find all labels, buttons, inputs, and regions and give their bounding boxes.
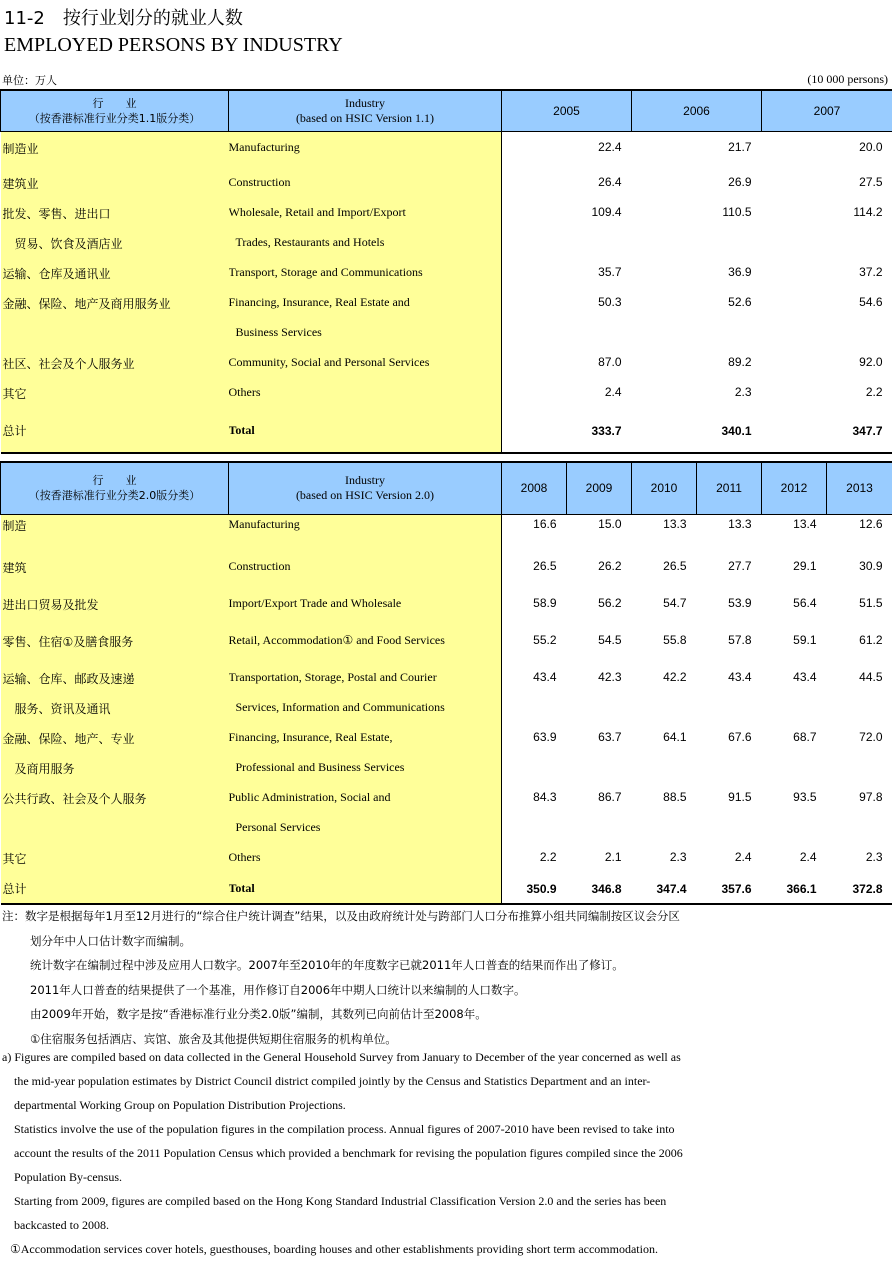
value-cell: 63.9 xyxy=(533,730,557,744)
industry-name-cn: 建筑 xyxy=(1,553,229,590)
value-cell xyxy=(502,694,567,724)
value-cell xyxy=(632,814,697,844)
value-cell: 52.6 xyxy=(728,295,752,309)
industry-name-cn: 运输、仓库及通讯业 xyxy=(1,259,229,289)
value-cell: 20.0 xyxy=(859,139,883,154)
value-cell: 54.5 xyxy=(598,633,622,647)
value-cell: 57.8 xyxy=(728,633,752,647)
value-cell: 91.5 xyxy=(728,790,752,804)
industry-name-en: Construction xyxy=(229,553,502,590)
industry-name-cn: 服务、资讯及通讯 xyxy=(1,694,229,724)
note-line: 2011年人口普查的结果提供了一个基准，用作修订自2006年中期人口统计以来编制的人口数字。 xyxy=(30,982,526,997)
note-line: 注：数字是根据每年1月至12月进行的“综合住户统计调查”结果，以及由政府统计处与跨部门人口分布推算小组共同编制按区议会分区 xyxy=(2,909,680,923)
value-cell: 15.0 xyxy=(598,516,622,531)
year-header: 2006 xyxy=(632,90,762,131)
industry-name-cn: 金融、保险、地产、专业 xyxy=(1,724,229,754)
value-cell: 64.1 xyxy=(663,730,687,744)
note-line: ①住宿服务包括酒店、宾馆、旅舍及其他提供短期住宿服务的机构单位。 xyxy=(30,1031,397,1046)
table-row xyxy=(1,694,892,724)
value-cell: 110.5 xyxy=(722,205,752,219)
value-cell xyxy=(632,229,762,259)
industry-name-cn: 总计 xyxy=(1,874,229,904)
value-cell: 2.4 xyxy=(799,850,817,864)
value-cell: 340.1 xyxy=(721,423,752,438)
note-line: Starting from 2009, figures are compiled based on the Hong Kong Standard Industrial Classification Version 2.0 and the series has been xyxy=(14,1194,667,1208)
industry-name-cn: 其它 xyxy=(1,379,229,409)
value-cell xyxy=(827,754,892,784)
value-cell: 2.4 xyxy=(734,850,752,864)
value-cell: 22.4 xyxy=(598,139,622,154)
value-cell: 63.7 xyxy=(598,730,622,744)
value-cell: 2.3 xyxy=(734,385,752,399)
industry-name-cn: 其它 xyxy=(1,844,229,874)
table-row xyxy=(1,349,892,379)
industry-name-cn: 及商用服务 xyxy=(1,754,229,784)
page-title-cn: 11-2 按行业划分的就业人数 xyxy=(4,8,243,29)
page-title-en: EMPLOYED PERSONS BY INDUSTRY xyxy=(4,34,343,56)
value-cell: 13.3 xyxy=(728,516,752,531)
value-cell xyxy=(632,319,762,349)
table-row xyxy=(1,553,892,590)
value-cell: 366.1 xyxy=(786,881,817,896)
value-cell: 12.6 xyxy=(859,516,883,531)
value-cell: 51.5 xyxy=(859,596,883,610)
year-header: 2013 xyxy=(827,462,892,514)
value-cell xyxy=(502,229,632,259)
value-cell: 114.2 xyxy=(853,205,883,219)
year-header: 2010 xyxy=(632,462,697,514)
unit-label-cn: 单位：万人 xyxy=(2,74,57,87)
industry-name-cn: 制造 xyxy=(1,514,229,553)
value-cell: 36.9 xyxy=(728,265,752,279)
value-cell: 54.6 xyxy=(859,295,883,309)
note-line: the mid-year population estimates by District Council district compiled jointly by the Census and Statistics Department and an inter- xyxy=(14,1074,651,1088)
table-row xyxy=(1,844,892,874)
industry-name-en: Total xyxy=(229,874,502,904)
note-line: backcasted to 2008. xyxy=(14,1218,109,1232)
value-cell: 88.5 xyxy=(663,790,687,804)
value-cell: 72.0 xyxy=(859,730,883,744)
value-cell: 37.2 xyxy=(859,265,883,279)
table-row xyxy=(1,664,892,694)
industry-name-cn xyxy=(1,319,229,349)
value-cell xyxy=(827,814,892,844)
value-cell xyxy=(632,694,697,724)
value-cell: 68.7 xyxy=(793,730,817,744)
industry-name-cn: 批发、零售、进出口 xyxy=(1,199,229,229)
value-cell: 26.2 xyxy=(598,559,622,573)
value-cell: 347.4 xyxy=(656,881,687,896)
table-row xyxy=(1,814,892,844)
industry-name-en: Personal Services xyxy=(229,814,502,844)
industry-header-cn: 行 业 （按香港标准行业分类2.0版分类） xyxy=(1,462,229,514)
value-cell xyxy=(762,319,892,349)
table-row xyxy=(1,724,892,754)
value-cell: 44.5 xyxy=(859,670,883,684)
value-cell xyxy=(827,694,892,724)
value-cell xyxy=(567,814,632,844)
industry-name-en: Manufacturing xyxy=(229,514,502,553)
note-line: 划分年中人口估计数字而编制。 xyxy=(30,933,191,948)
industry-name-en: Retail, Accommodation① and Food Services xyxy=(229,627,502,664)
note-line: 统计数字在编制过程中涉及应用人口数字。2007年至2010年的年度数字已就2011年人口普查的结果而作出了修订。 xyxy=(30,958,624,972)
value-cell: 59.1 xyxy=(793,633,817,647)
value-cell: 2.2 xyxy=(865,385,883,399)
table-row xyxy=(1,514,892,553)
industry-name-cn: 金融、保险、地产及商用服务业 xyxy=(1,289,229,319)
industry-name-en: Manufacturing xyxy=(229,131,502,169)
industry-name-en: Community, Social and Personal Services xyxy=(229,349,502,379)
value-cell: 55.2 xyxy=(533,633,557,647)
industry-name-en: Transportation, Storage, Postal and Courier xyxy=(229,664,502,694)
value-cell: 84.3 xyxy=(533,790,557,804)
value-cell xyxy=(502,814,567,844)
table-row xyxy=(1,229,892,259)
value-cell: 13.3 xyxy=(663,516,687,531)
value-cell: 92.0 xyxy=(859,355,883,369)
industry-name-cn: 总计 xyxy=(1,409,229,453)
table-row xyxy=(1,199,892,229)
year-header: 2012 xyxy=(762,462,827,514)
value-cell xyxy=(567,694,632,724)
industry-header-en: Industry (based on HSIC Version 2.0) xyxy=(229,462,502,514)
value-cell: 347.7 xyxy=(852,423,883,438)
value-cell: 357.6 xyxy=(721,881,752,896)
note-line: ①Accommodation services cover hotels, guesthouses, boarding houses and other establishments providing short term accommodation. xyxy=(10,1242,658,1256)
year-header: 2009 xyxy=(567,462,632,514)
note-line: 由2009年开始，数字是按“香港标准行业分类2.0版”编制，其数列已向前估计至2008年。 xyxy=(30,1007,487,1021)
industry-name-en: Public Administration, Social and xyxy=(229,784,502,814)
notes-en xyxy=(2,1045,683,1261)
unit-label-en: (10 000 persons) xyxy=(807,72,888,86)
table-row xyxy=(1,627,892,664)
value-cell: 30.9 xyxy=(859,559,883,573)
value-cell: 55.8 xyxy=(663,633,687,647)
note-line: a) Figures are compiled based on data collected in the General Household Survey from January to December of the year concerned as well as xyxy=(2,1050,681,1064)
table-row xyxy=(1,169,892,199)
value-cell: 87.0 xyxy=(598,355,622,369)
value-cell: 27.7 xyxy=(728,559,752,573)
value-cell: 61.2 xyxy=(859,633,883,647)
value-cell xyxy=(762,754,827,784)
value-cell: 53.9 xyxy=(728,596,752,610)
value-cell: 56.2 xyxy=(598,596,622,610)
industry-name-cn: 社区、社会及个人服务业 xyxy=(1,349,229,379)
value-cell: 86.7 xyxy=(598,790,622,804)
year-header: 2011 xyxy=(697,462,762,514)
value-cell: 29.1 xyxy=(793,559,817,573)
industry-name-en: Business Services xyxy=(229,319,502,349)
industry-name-en: Professional and Business Services xyxy=(229,754,502,784)
value-cell: 13.4 xyxy=(793,516,817,531)
note-line: Population By-census. xyxy=(14,1170,122,1184)
table-row xyxy=(1,319,892,349)
value-cell xyxy=(762,814,827,844)
note-line: account the results of the 2011 Population Census which provided a benchmark for revising the population figures compiled since the 2006 xyxy=(14,1146,683,1160)
value-cell: 43.4 xyxy=(793,670,817,684)
value-cell: 2.3 xyxy=(669,850,687,864)
value-cell: 16.6 xyxy=(533,516,557,531)
employment-table-2008-2013 xyxy=(0,461,892,905)
industry-name-en: Trades, Restaurants and Hotels xyxy=(229,229,502,259)
table-row xyxy=(1,259,892,289)
industry-name-cn: 进出口贸易及批发 xyxy=(1,590,229,627)
value-cell: 54.7 xyxy=(663,596,687,610)
value-cell: 42.3 xyxy=(598,670,622,684)
value-cell: 372.8 xyxy=(852,881,883,896)
value-cell: 2.4 xyxy=(604,385,622,399)
table-row xyxy=(1,289,892,319)
table-row xyxy=(1,784,892,814)
industry-name-en: Total xyxy=(229,409,502,453)
value-cell: 27.5 xyxy=(859,175,883,189)
table-row xyxy=(1,409,892,453)
value-cell xyxy=(502,754,567,784)
industry-header-cn: 行 业 （按香港标准行业分类1.1版分类） xyxy=(1,90,229,131)
value-cell xyxy=(697,694,762,724)
employment-table-2005-2007 xyxy=(0,89,892,454)
value-cell xyxy=(762,229,892,259)
table-row xyxy=(1,874,892,904)
value-cell xyxy=(502,319,632,349)
value-cell: 43.4 xyxy=(533,670,557,684)
industry-name-cn: 建筑业 xyxy=(1,169,229,199)
value-cell: 42.2 xyxy=(663,670,687,684)
value-cell xyxy=(567,754,632,784)
value-cell: 26.9 xyxy=(728,175,752,189)
year-header: 2008 xyxy=(502,462,567,514)
value-cell: 2.2 xyxy=(539,850,557,864)
value-cell xyxy=(697,814,762,844)
industry-name-en: Import/Export Trade and Wholesale xyxy=(229,590,502,627)
value-cell: 333.7 xyxy=(591,423,622,438)
industry-name-en: Others xyxy=(229,844,502,874)
table-row xyxy=(1,754,892,784)
value-cell: 67.6 xyxy=(728,730,752,744)
value-cell: 93.5 xyxy=(793,790,817,804)
value-cell xyxy=(762,694,827,724)
value-cell: 50.3 xyxy=(598,295,622,309)
notes-cn xyxy=(2,904,680,1051)
value-cell: 56.4 xyxy=(793,596,817,610)
value-cell: 89.2 xyxy=(728,355,752,369)
value-cell: 35.7 xyxy=(598,265,622,279)
industry-name-cn: 贸易、饮食及酒店业 xyxy=(1,229,229,259)
table-row xyxy=(1,590,892,627)
value-cell: 26.5 xyxy=(533,559,557,573)
table-row xyxy=(1,379,892,409)
industry-name-en: Transport, Storage and Communications xyxy=(229,259,502,289)
industry-name-cn: 零售、住宿①及膳食服务 xyxy=(1,627,229,664)
value-cell: 109.4 xyxy=(591,205,622,219)
industry-name-cn xyxy=(1,814,229,844)
value-cell xyxy=(697,754,762,784)
value-cell: 26.5 xyxy=(663,559,687,573)
value-cell: 2.1 xyxy=(604,850,622,864)
table-row xyxy=(1,131,892,169)
industry-name-en: Services, Information and Communications xyxy=(229,694,502,724)
note-line: Statistics involve the use of the population figures in the compilation process. Annual figures of 2007-2010 have been revised to take into xyxy=(14,1122,675,1136)
value-cell: 350.9 xyxy=(526,881,557,896)
industry-name-en: Construction xyxy=(229,169,502,199)
year-header: 2005 xyxy=(502,90,632,131)
value-cell: 21.7 xyxy=(728,139,752,154)
value-cell: 2.3 xyxy=(865,850,883,864)
industry-name-en: Financing, Insurance, Real Estate, xyxy=(229,724,502,754)
industry-name-cn: 公共行政、社会及个人服务 xyxy=(1,784,229,814)
year-header: 2007 xyxy=(762,90,892,131)
value-cell xyxy=(632,754,697,784)
industry-name-en: Others xyxy=(229,379,502,409)
note-line: departmental Working Group on Population Distribution Projections. xyxy=(14,1098,346,1112)
value-cell: 97.8 xyxy=(859,790,883,804)
industry-name-en: Financing, Insurance, Real Estate and xyxy=(229,289,502,319)
value-cell: 346.8 xyxy=(591,881,622,896)
value-cell: 26.4 xyxy=(598,175,622,189)
industry-name-cn: 运输、仓库、邮政及速递 xyxy=(1,664,229,694)
industry-name-en: Wholesale, Retail and Import/Export xyxy=(229,199,502,229)
industry-name-cn: 制造业 xyxy=(1,131,229,169)
value-cell: 43.4 xyxy=(728,670,752,684)
value-cell: 58.9 xyxy=(533,596,557,610)
industry-header-en: Industry (based on HSIC Version 1.1) xyxy=(229,90,502,131)
